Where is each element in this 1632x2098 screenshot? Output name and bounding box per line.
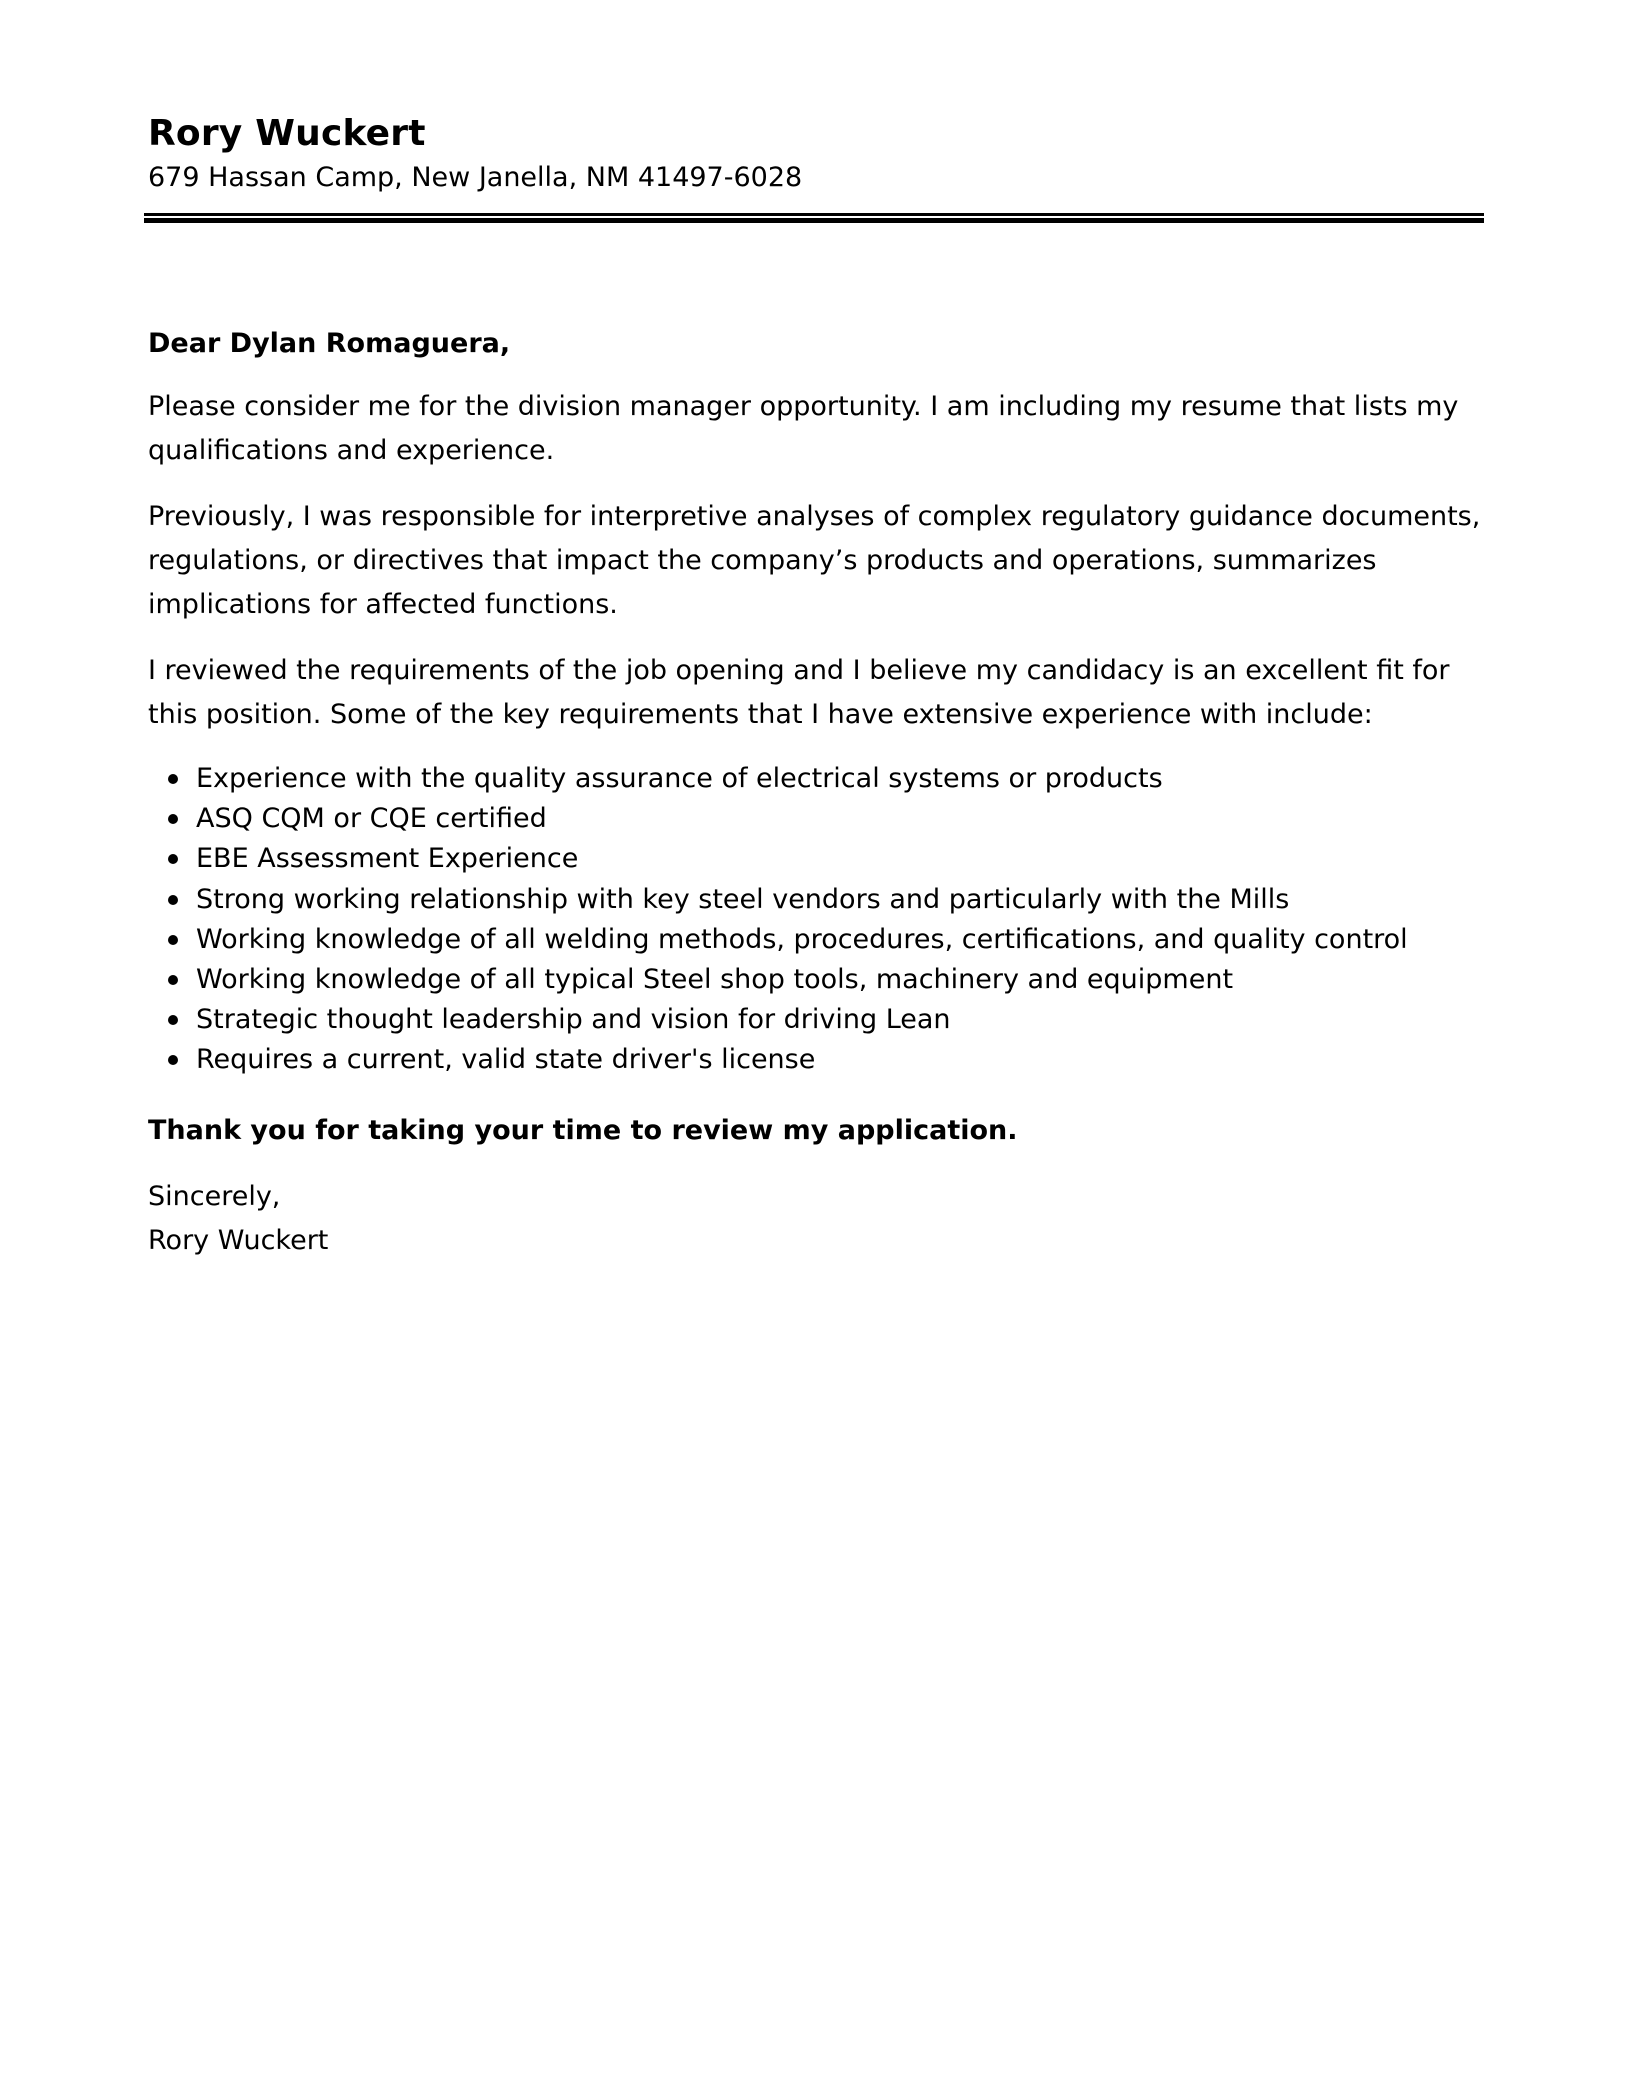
list-item-text: Experience with the quality assurance of electrical systems or products bbox=[196, 763, 1163, 794]
list-item-text: EBE Assessment Experience bbox=[196, 843, 579, 875]
bullet-icon bbox=[168, 895, 178, 905]
salutation: Dear Dylan Romaguera, bbox=[148, 328, 511, 359]
letter-body bbox=[148, 322, 1488, 1263]
paragraph-requirements-intro: I reviewed the requirements of the job opening and I believe my candidacy is an excellent fit for this position. Some of the key requirements that I have extensive experience with include: bbox=[148, 655, 1450, 730]
list-item bbox=[148, 960, 1488, 1000]
list-item bbox=[148, 799, 1488, 839]
bullet-icon bbox=[168, 975, 178, 985]
list-item bbox=[148, 920, 1488, 960]
header-divider-thick-line bbox=[144, 218, 1484, 223]
list-item bbox=[148, 1040, 1488, 1080]
list-item bbox=[148, 1000, 1488, 1040]
list-item-text: Working knowledge of all typical Steel shop tools, machinery and equipment bbox=[196, 964, 1234, 996]
thank-you-line: Thank you for taking your time to review my application. bbox=[148, 1114, 1018, 1146]
closing-word: Sincerely, bbox=[148, 1180, 281, 1212]
bullet-icon bbox=[168, 814, 178, 824]
header-divider bbox=[144, 213, 1484, 223]
list-item-text: Strong working relationship with key steel vendors and particularly with the Mills bbox=[196, 883, 1290, 915]
bullet-icon bbox=[168, 935, 178, 945]
list-item-text: Strategic thought leadership and vision for driving Lean bbox=[196, 1004, 951, 1036]
requirements-list bbox=[148, 759, 1488, 1081]
paragraph-intro: Please consider me for the division manager opportunity. I am including my resume that lists my qualifications and experience. bbox=[148, 391, 1459, 466]
list-item-text: Requires a current, valid state driver's license bbox=[196, 1044, 816, 1076]
list-item-text: ASQ CQM or CQE certified bbox=[196, 803, 547, 835]
bullet-icon bbox=[168, 774, 178, 784]
bullet-icon bbox=[168, 854, 178, 864]
header-divider-thin-line bbox=[144, 213, 1484, 216]
list-item-text: Working knowledge of all welding methods, procedures, certifications, and quality control bbox=[196, 923, 1408, 955]
list-item bbox=[148, 839, 1488, 879]
sender-name: Rory Wuckert bbox=[148, 113, 426, 154]
list-item bbox=[148, 759, 1488, 799]
sender-address: 679 Hassan Camp, New Janella, NM 41497-6028 bbox=[148, 162, 803, 193]
signature-name: Rory Wuckert bbox=[148, 1224, 329, 1256]
bullet-icon bbox=[168, 1015, 178, 1025]
letter-header bbox=[148, 110, 1488, 196]
paragraph-experience: Previously, I was responsible for interpretive analyses of complex regulatory guidance documents, regulations, or directives that impact the company’s products and operations, summarizes implications for affected functions. bbox=[148, 501, 1481, 620]
bullet-icon bbox=[168, 1055, 178, 1065]
list-item bbox=[148, 880, 1488, 920]
